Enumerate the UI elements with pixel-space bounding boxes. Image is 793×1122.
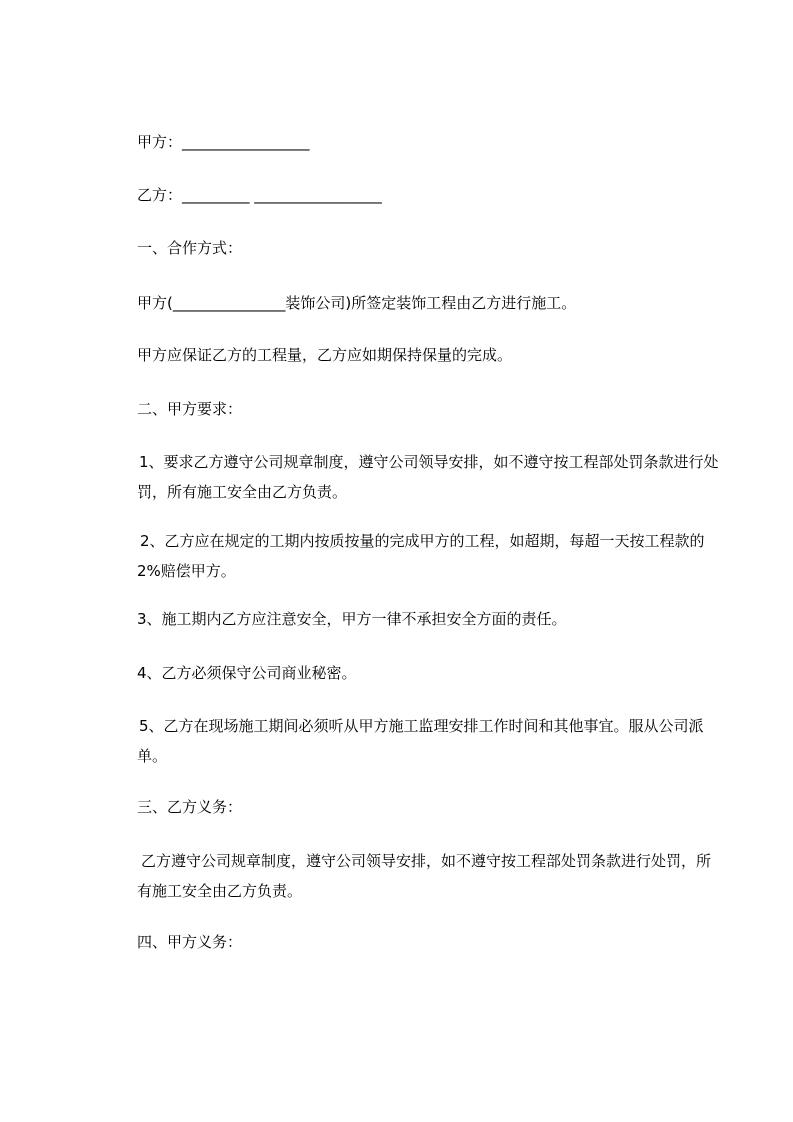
party-b-line: 乙方：_________ _________________ — [137, 186, 382, 204]
section-1-heading: 一、合作方式： — [137, 239, 243, 257]
party-a-line: 甲方：_________________ — [137, 133, 310, 151]
requirement-4: 4、乙方必须保守公司商业秘密。 — [137, 664, 357, 682]
requirement-1: 1、要求乙方遵守公司规章制度，遵守公司领导安排，如不遵守按工程部处罚条款进行处罚，所有施工安全由乙方负责。 — [137, 453, 719, 501]
requirement-5: 5、乙方在现场施工期间必须听从甲方施工监理安排工作时间和其他事宜。服从公司派单。 — [137, 717, 704, 765]
cooperation-clause-2: 甲方应保证乙方的工程量，乙方应如期保持保量的完成。 — [137, 346, 513, 364]
section-3-heading: 三、乙方义务： — [137, 798, 243, 816]
requirement-3: 3、施工期内乙方应注意安全，甲方一律不承担安全方面的责任。 — [137, 610, 567, 628]
party-b-duty: 乙方遵守公司规章制度，遵守公司领导安排，如不遵守按工程部处罚条款进行处罚，所有施工安全由乙方负责。 — [137, 852, 712, 900]
section-2-heading: 二、甲方要求： — [137, 400, 243, 418]
requirement-2: 2、乙方应在规定的工期内按质按量的完成甲方的工程，如超期，每超一天按工程款的 2%赔偿甲方。 — [137, 532, 705, 580]
section-4-heading: 四、甲方义务： — [137, 933, 243, 951]
cooperation-clause-1: 甲方(_______________装饰公司)所签定装饰工程由乙方进行施工。 — [137, 294, 577, 312]
